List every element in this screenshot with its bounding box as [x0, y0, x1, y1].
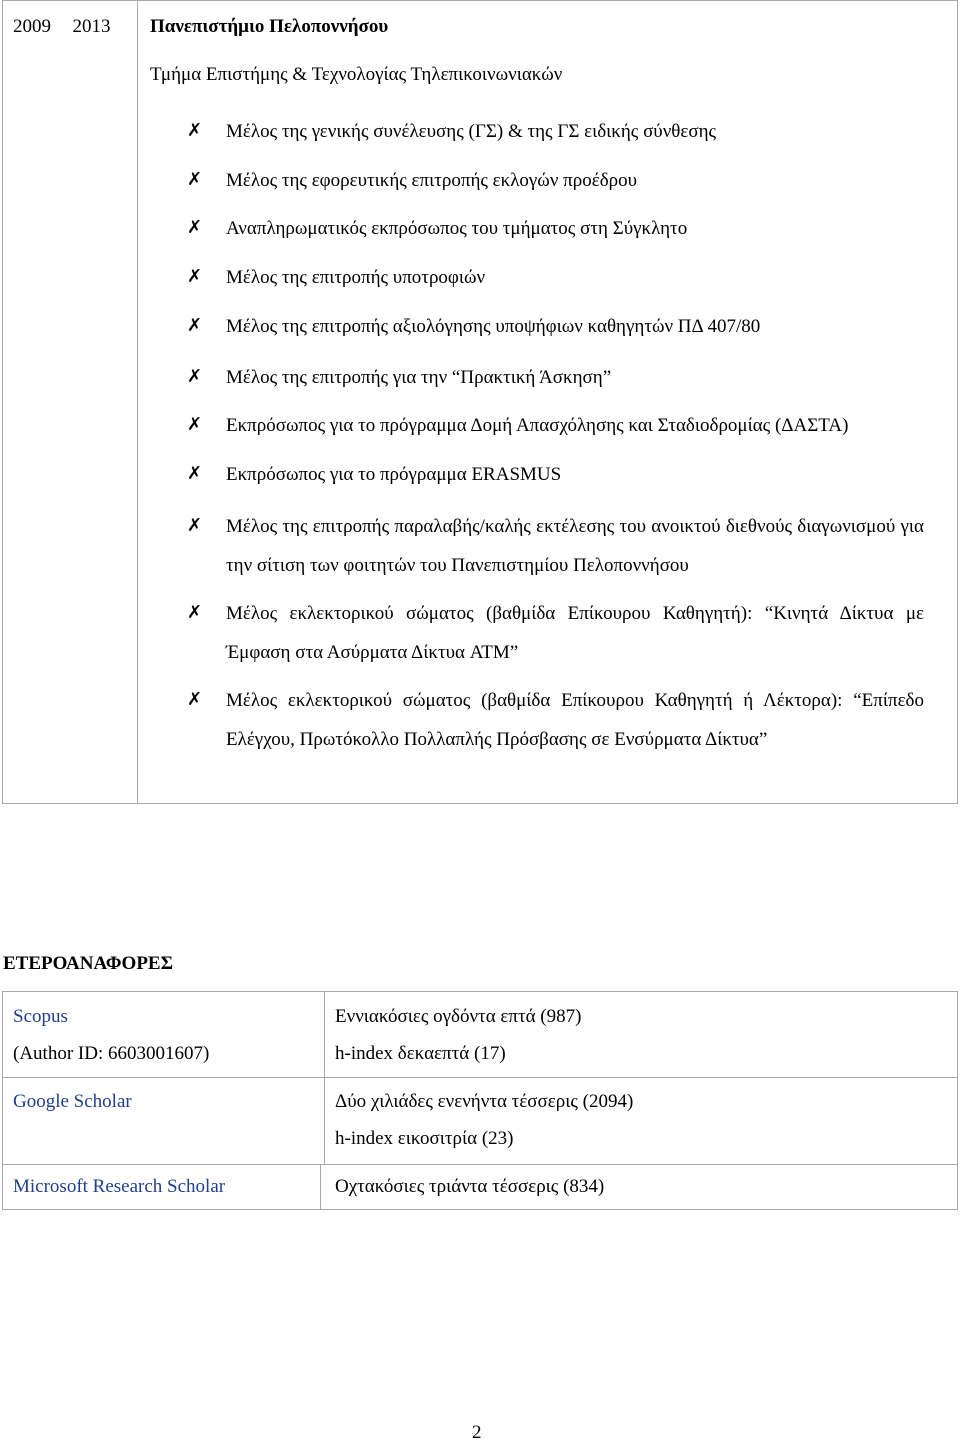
cross-bullet-icon: ✗ [187, 120, 203, 141]
role-list [139, 1, 957, 803]
role-text: Μέλος εκλεκτορικού σώματος (βαθμίδα Επίκουρου Καθηγητή): “Κινητά Δίκτυα με Έμφαση στα Ασύρματα Δίκτυα ATM” [226, 603, 924, 663]
cross-bullet-icon: ✗ [187, 414, 203, 435]
university-name: Πανεπιστήμιο Πελοποννήσου [150, 16, 389, 37]
cross-bullet-icon: ✗ [187, 689, 203, 710]
role-text: Εκπρόσωπος για το πρόγραμμα Δομή Απασχόλησης και Σταδιοδρομίας (ΔΑΣΤΑ) [226, 415, 849, 436]
role-text: Μέλος της επιτροπής για την “Πρακτική Άσκηση” [226, 367, 612, 388]
period-end: 2013 [72, 16, 111, 37]
role-text: Εκπρόσωπος για το πρόγραμμα ERASMUS [226, 464, 562, 485]
citations-title: ΕΤΕΡΟΑΝΑΦΟΡΕΣ [3, 953, 174, 974]
role-text: Μέλος της εφορευτικής επιτροπής εκλογών προέδρου [226, 170, 638, 191]
table-row [3, 992, 957, 1078]
table-row [3, 1078, 957, 1165]
cross-bullet-icon: ✗ [187, 602, 203, 623]
h-index: h-index εικοσιτρία (23) [335, 1128, 514, 1149]
period-start: 2009 [13, 16, 51, 37]
cross-bullet-icon: ✗ [187, 169, 203, 190]
h-index: h-index δεκαεπτά (17) [335, 1043, 506, 1064]
cross-bullet-icon: ✗ [187, 366, 203, 387]
citation-count: Οχτακόσιες τριάντα τέσσερις (834) [335, 1176, 605, 1197]
role-text: Μέλος της επιτροπής αξιολόγησης υποψήφιων καθηγητών ΠΔ 407/80 [226, 316, 761, 337]
role-text: Αναπληρωματικός εκπρόσωπος του τμήματος στη Σύγκλητο [226, 218, 688, 239]
cross-bullet-icon: ✗ [187, 463, 203, 484]
cross-bullet-icon: ✗ [187, 315, 203, 336]
citation-count: Δύο χιλιάδες ενενήντα τέσσερις (2094) [335, 1091, 634, 1112]
role-text: Μέλος εκλεκτορικού σώματος (βαθμίδα Επίκουρου Καθηγητή ή Λέκτορα): “Επίπεδο Ελέγχου, Πρωτόκολλο Πολλαπλής Πρόσβασης σε Ενσύρματα Δίκτυα” [226, 690, 924, 750]
role-text: Μέλος της επιτροπής υποτροφιών [226, 267, 486, 288]
page-number: 2 [472, 1422, 482, 1443]
period-cell [3, 1, 138, 803]
department-name: Τμήμα Επιστήμης & Τεχνολογίας Τηλεπικοινωνιακών [150, 64, 563, 85]
citation-count: Εννιακόσιες ογδόντα επτά (987) [335, 1006, 582, 1027]
source-cell [3, 992, 325, 1077]
citations-table [2, 991, 958, 1210]
source-name: Scopus [13, 1006, 68, 1027]
source-name: Google Scholar [13, 1091, 132, 1112]
source-note: (Author ID: 6603001607) [13, 1043, 210, 1064]
source-cell [3, 1078, 325, 1164]
cross-bullet-icon: ✗ [187, 266, 203, 287]
period [13, 16, 111, 38]
source-name: Microsoft Research Scholar [13, 1176, 226, 1197]
cross-bullet-icon: ✗ [187, 515, 203, 536]
table-row [3, 1165, 957, 1209]
cv-table [2, 0, 958, 804]
role-text: Μέλος της επιτροπής παραλαβής/καλής εκτέλεσης του ανοικτού διεθνούς διαγωνισμού για την σίτιση των φοιτητών του Πανεπιστημίου Πελοποννήσου [226, 516, 924, 576]
source-cell [3, 1165, 321, 1209]
cross-bullet-icon: ✗ [187, 217, 203, 238]
details-cell [139, 1, 957, 803]
role-text: Μέλος της γενικής συνέλευσης (ΓΣ) & της ΓΣ ειδικής σύνθεσης [226, 121, 717, 142]
